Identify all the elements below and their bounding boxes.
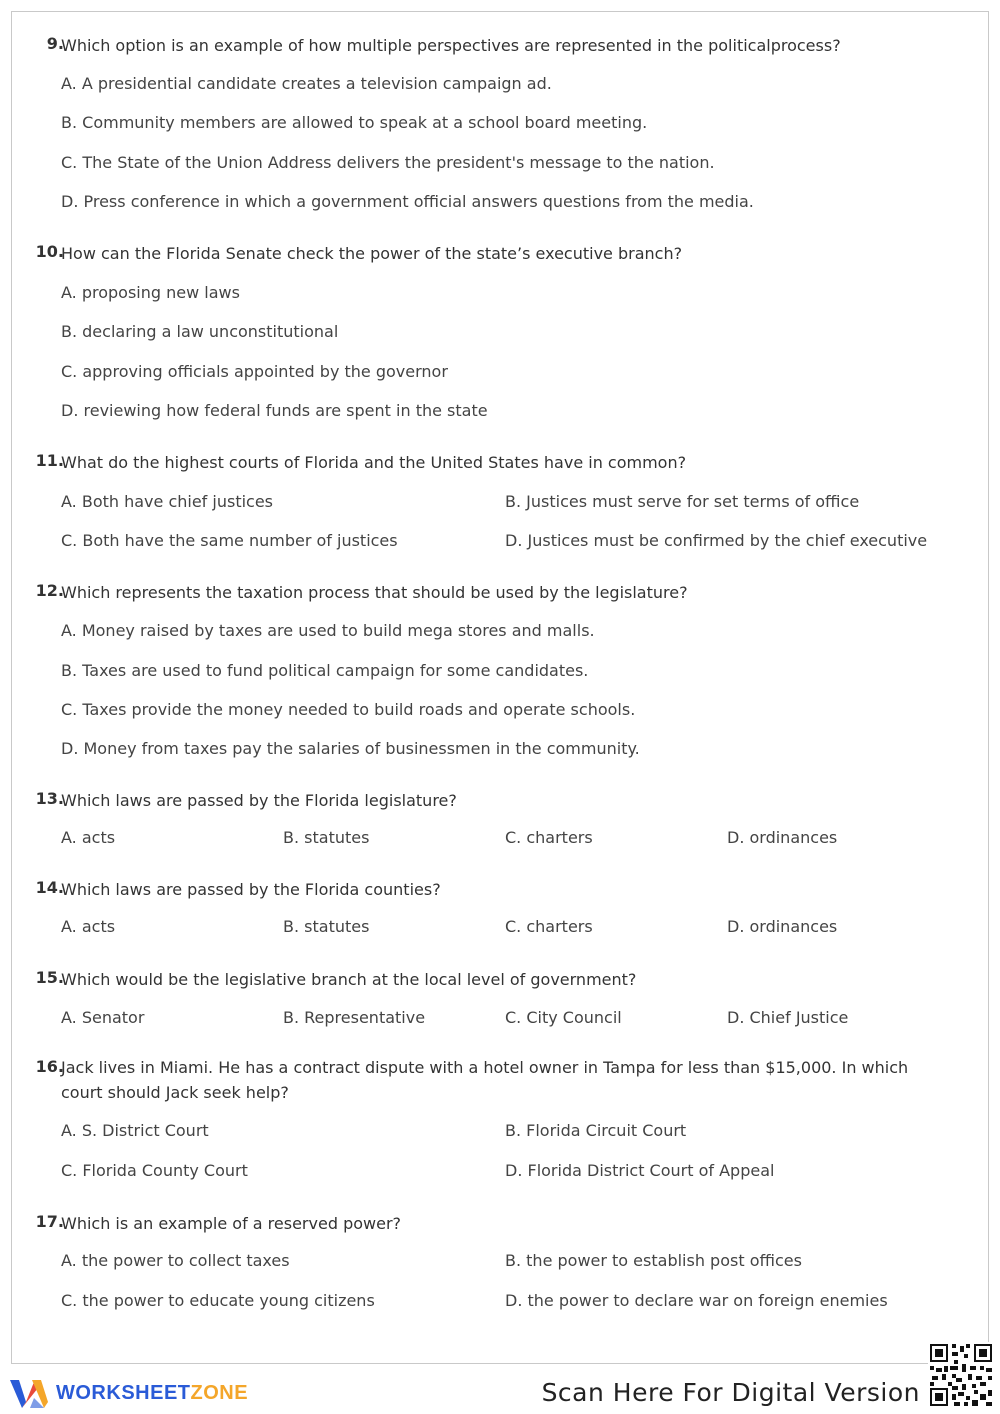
answer-option-a[interactable]: A. Both have chief justices [61, 492, 274, 511]
answer-option-d[interactable]: D. Florida District Court of Appeal [505, 1161, 775, 1180]
qr-code-icon[interactable] [928, 1342, 994, 1408]
answer-option-c[interactable]: C. City Council [505, 1008, 622, 1027]
question-text: Which represents the taxation process that should be used by the legislature? [61, 583, 688, 602]
answer-option-b[interactable]: B. statutes [283, 828, 370, 847]
answer-option-c[interactable]: C. The State of the Union Address delivers the president's message to the nation. [61, 153, 715, 172]
question-text: How can the Florida Senate check the power of the state’s executive branch? [61, 244, 683, 263]
worksheet-page [11, 11, 989, 1364]
answer-option-b[interactable]: B. Justices must serve for set terms of office [505, 492, 860, 511]
question-number: 16. [35, 1057, 64, 1076]
question-text: Which would be the legislative branch at the local level of government? [61, 970, 637, 989]
answer-option-d[interactable]: D. Justices must be confirmed by the chief executive [505, 531, 928, 550]
question-text: Which laws are passed by the Florida counties? [61, 880, 441, 899]
answer-option-a[interactable]: A. acts [61, 828, 116, 847]
answer-option-c[interactable]: C. approving officials appointed by the governor [61, 362, 448, 381]
answer-option-b[interactable]: B. Florida Circuit Court [505, 1121, 687, 1140]
question-text: Which is an example of a reserved power? [61, 1214, 402, 1233]
answer-option-c[interactable]: C. charters [505, 828, 593, 847]
answer-option-d[interactable]: D. Press conference in which a government official answers questions from the media. [61, 192, 754, 211]
question-number: 12. [35, 581, 64, 600]
answer-option-b[interactable]: B. the power to establish post offices [505, 1251, 802, 1270]
answer-option-a[interactable]: A. Senator [61, 1008, 145, 1027]
answer-option-d[interactable]: D. the power to declare war on foreign enemies [505, 1291, 888, 1310]
answer-option-a[interactable]: A. A presidential candidate creates a television campaign ad. [61, 74, 552, 93]
answer-option-a[interactable]: A. the power to collect taxes [61, 1251, 290, 1270]
answer-option-c[interactable]: C. charters [505, 917, 593, 936]
answer-option-b[interactable]: B. Community members are allowed to speak at a school board meeting. [61, 113, 648, 132]
worksheetzone-logo[interactable] [10, 1376, 248, 1410]
question-text: Which option is an example of how multiple perspectives are represented in the politicalprocess? [61, 36, 841, 55]
scan-for-digital-version-text: Scan Here For Digital Version [541, 1378, 920, 1407]
logo-wordmark [56, 1382, 248, 1405]
logo-wordmark-part1: WORKSHEET [56, 1381, 191, 1404]
answer-option-b[interactable]: B. Taxes are used to fund political campaign for some candidates. [61, 661, 589, 680]
answer-option-c[interactable]: C. the power to educate young citizens [61, 1291, 375, 1310]
question-number: 11. [35, 451, 64, 470]
answer-option-d[interactable]: D. ordinances [727, 828, 838, 847]
answer-option-a[interactable]: A. S. District Court [61, 1121, 209, 1140]
question-number: 15. [35, 968, 64, 987]
answer-option-a[interactable]: A. acts [61, 917, 116, 936]
worksheetzone-logo-icon [10, 1376, 50, 1410]
answer-option-b[interactable]: B. Representative [283, 1008, 426, 1027]
logo-wordmark-part2: ZONE [190, 1381, 249, 1404]
answer-option-c[interactable]: C. Florida County Court [61, 1161, 248, 1180]
question-text: Jack lives in Miami. He has a contract dispute with a hotel owner in Tampa for less than $15,000. In which court should Jack seek help? [61, 1058, 909, 1102]
answer-option-b[interactable]: B. declaring a law unconstitutional [61, 322, 339, 341]
answer-option-c[interactable]: C. Taxes provide the money needed to build roads and operate schools. [61, 700, 636, 719]
question-text: Which laws are passed by the Florida legislature? [61, 791, 457, 810]
answer-option-d[interactable]: D. Money from taxes pay the salaries of businessmen in the community. [61, 739, 640, 758]
question-number: 9. [46, 34, 64, 53]
question-number: 13. [35, 789, 64, 808]
question-number: 17. [35, 1212, 64, 1231]
question-text: What do the highest courts of Florida and the United States have in common? [61, 453, 687, 472]
question-number: 10. [35, 242, 64, 261]
answer-option-a[interactable]: A. Money raised by taxes are used to build mega stores and malls. [61, 621, 595, 640]
answer-option-c[interactable]: C. Both have the same number of justices [61, 531, 398, 550]
answer-option-a[interactable]: A. proposing new laws [61, 283, 240, 302]
answer-option-d[interactable]: D. ordinances [727, 917, 838, 936]
answer-option-b[interactable]: B. statutes [283, 917, 370, 936]
answer-option-d[interactable]: D. reviewing how federal funds are spent in the state [61, 401, 488, 420]
question-number: 14. [35, 878, 64, 897]
answer-option-d[interactable]: D. Chief Justice [727, 1008, 849, 1027]
